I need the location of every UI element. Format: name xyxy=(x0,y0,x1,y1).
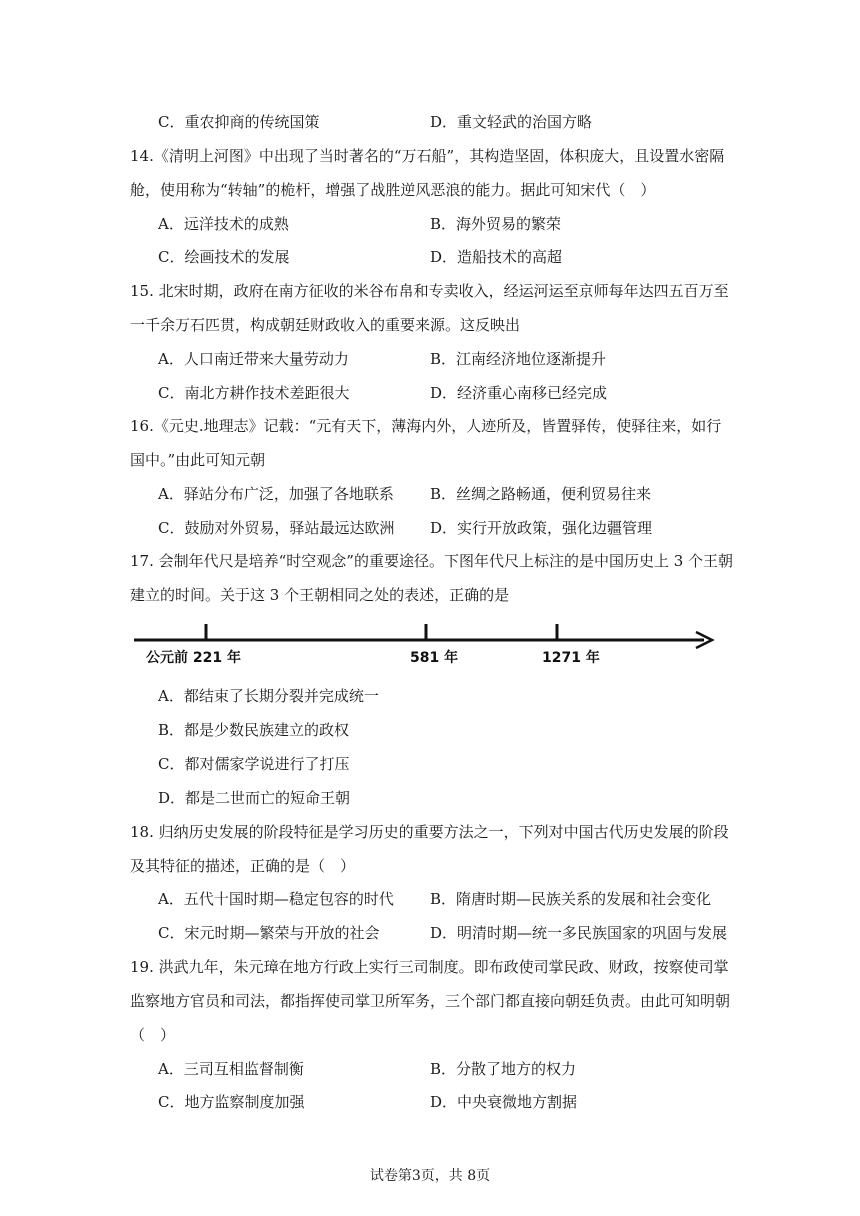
question-text-line: 16.《元史.地理志》记载：“元有天下，薄海内外，人迹所及，皆置驿传，使驿往来，如行 xyxy=(130,417,722,435)
answer-option: C．宋元时期—繁荣与开放的社会 xyxy=(158,924,380,942)
answer-option: D．重文轻武的治国方略 xyxy=(430,113,593,131)
question-text-line: 监察地方官员和司法，都指挥使司掌卫所军务，三个部门都直接向朝廷负责。由此可知明朝 xyxy=(130,992,731,1010)
answer-option: D．经济重心南移已经完成 xyxy=(430,384,608,402)
answer-option: D．实行开放政策，强化边疆管理 xyxy=(430,519,653,537)
answer-option: B．都是少数民族建立的政权 xyxy=(158,721,350,739)
answer-option: B．江南经济地位逐渐提升 xyxy=(430,350,607,368)
answer-option: C．南北方耕作技术差距很大 xyxy=(158,384,350,402)
page-footer: 试卷第3页，共 8页 xyxy=(369,1168,491,1184)
timeline-label-3: 1271 年 xyxy=(542,650,600,666)
answer-option: D．中央衰微地方割据 xyxy=(430,1093,578,1111)
answer-option: D．造船技术的高超 xyxy=(430,248,563,266)
timeline-label-1: 公元前 221 年 xyxy=(146,650,241,666)
question-text-line: 国中。”由此可知元朝 xyxy=(130,451,266,469)
answer-option: A．远洋技术的成熟 xyxy=(158,215,289,233)
answer-option: A．五代十国时期—稳定包容的时代 xyxy=(158,890,394,908)
answer-option: B．海外贸易的繁荣 xyxy=(430,215,562,233)
answer-option: C．都对儒家学说进行了打压 xyxy=(158,755,350,773)
answer-option: B．分散了地方的权力 xyxy=(430,1060,577,1078)
answer-option: A．人口南迁带来大量劳动力 xyxy=(158,350,349,368)
answer-option: C．绘画技术的发展 xyxy=(158,248,290,266)
answer-option: D．明清时期—统一多民族国家的巩固与发展 xyxy=(430,924,728,942)
answer-option: C．重农抑商的传统国策 xyxy=(158,113,320,131)
answer-option: C．地方监察制度加强 xyxy=(158,1093,305,1111)
answer-option: A．驿站分布广泛，加强了各地联系 xyxy=(158,485,394,503)
question-text-line: 15. 北宋时期，政府在南方征收的米谷布帛和专卖收入，经运河运至京师每年达四五百万至 xyxy=(130,282,729,300)
answer-option: C．鼓励对外贸易，驿站最远达欧洲 xyxy=(158,519,395,537)
question-text-line: 及其特征的描述，正确的是（ ） xyxy=(130,857,356,875)
timeline-label-2: 581 年 xyxy=(410,650,459,666)
question-text-line: 一千余万石匹贯，构成朝廷财政收入的重要来源。这反映出 xyxy=(130,316,521,334)
answer-option: D．都是二世而亡的短命王朝 xyxy=(158,789,351,807)
question-text-line: 18. 归纳历史发展的阶段特征是学习历史的重要方法之一，下列对中国古代历史发展的阶段 xyxy=(130,823,729,841)
question-text-line: 舱，使用称为“转轴”的桅杆，增强了战胜逆风恶浪的能力。据此可知宋代（ ） xyxy=(130,181,656,199)
question-text-line: 17. 会制年代尺是培养“时空观念”的重要途径。下图年代尺上标注的是中国历史上 3 个王朝 xyxy=(130,552,734,570)
question-text-line: 14.《清明上河图》中出现了当时著名的“万石船”，其构造坚固，体积庞大，且设置水密隔 xyxy=(130,147,725,165)
answer-option: B．隋唐时期—民族关系的发展和社会变化 xyxy=(430,890,712,908)
answer-option: A．都结束了长期分裂并完成统一 xyxy=(158,687,379,705)
question-text-line: 19. 洪武九年，朱元璋在地方行政上实行三司制度。即布政使司掌民政、财政，按察使司掌 xyxy=(130,958,729,976)
timeline-chart xyxy=(134,620,724,670)
answer-option: B．丝绸之路畅通，便利贸易往来 xyxy=(430,485,652,503)
answer-option: A．三司互相监督制衡 xyxy=(158,1060,304,1078)
question-text-line: 建立的时间。关于这 3 个王朝相同之处的表述，正确的是 xyxy=(130,586,510,604)
question-text-line: （ ） xyxy=(130,1026,176,1044)
